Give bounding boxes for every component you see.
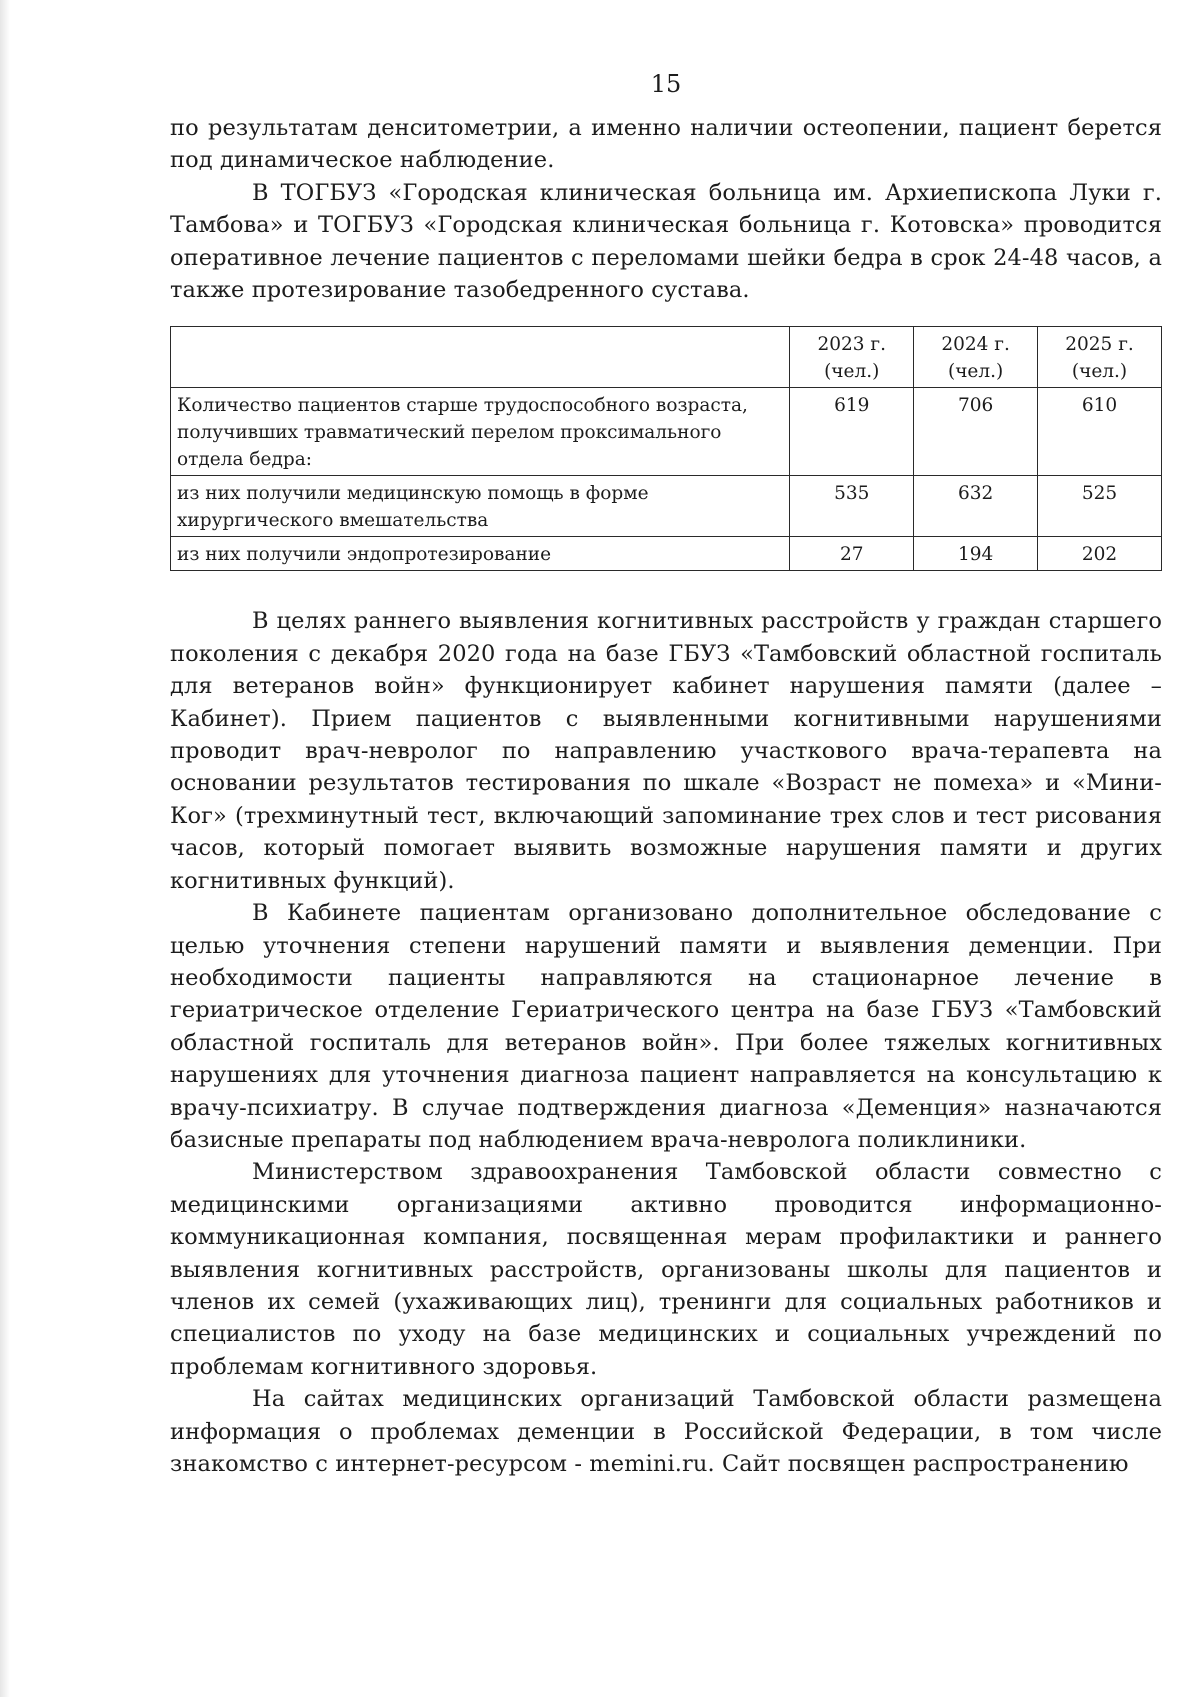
table-header-row <box>171 327 1162 388</box>
header-year: 2025 г. <box>1065 334 1134 356</box>
table-header-empty <box>171 327 790 388</box>
paragraph-clinic-examination: В Кабинете пациентам организовано дополнительное обследование с целью уточнения степени нарушений памяти и выявления деменции. При необходимости пациенты направляются на стационарное лечение в гериатрическое отделение Гериатрического центра на базе ГБУЗ «Тамбовский областной госпиталь для ветеранов войн». При более тяжелых когнитивных нарушениях для уточнения диагноза пациент направляется на консультацию к врачу-психиатру. В случае подтверждения диагноза «Деменция» назначаются базисные препараты под наблюдением врача-невролога поликлиники. <box>170 900 1162 1153</box>
cell-2023: 535 <box>790 476 914 537</box>
row-label: Количество пациентов старше трудоспособного возраста, получивших травматический перелом проксимального отдела бедра: <box>171 388 790 476</box>
cell-2025: 610 <box>1038 388 1162 476</box>
table-header-2025 <box>1038 327 1162 388</box>
row-label: из них получили медицинскую помощь в форме хирургического вмешательства <box>171 476 790 537</box>
table-header-2024 <box>914 327 1038 388</box>
cell-2024: 194 <box>914 537 1038 571</box>
cell-2024: 706 <box>914 388 1038 476</box>
row-label: из них получили эндопротезирование <box>171 537 790 571</box>
header-unit: (чел.) <box>1071 361 1128 383</box>
header-unit: (чел.) <box>824 361 880 383</box>
header-unit: (чел.) <box>947 361 1004 383</box>
document-page <box>170 70 1162 1480</box>
cell-2025: 525 <box>1038 476 1162 537</box>
cell-2024: 632 <box>914 476 1038 537</box>
paragraph-hip-fracture-surgery: В ТОГБУЗ «Городская клиническая больница им. Архиепископа Луки г. Тамбова» и ТОГБУЗ «Городская клиническая больница г. Котовска» проводится оперативное лечение пациентов с переломами шейки бедра в срок 24-48 часов, а также протезирование тазобедренного сустава. <box>170 179 1162 304</box>
page-number: 15 <box>650 70 682 98</box>
paragraph-information-campaign: Министерством здравоохранения Тамбовской области совместно с медицинскими организациями активно проводится информационно-коммуникационная компания, посвященная мерам профилактики и раннего выявления когнитивных расстройств, организованы школы для пациентов и членов их семей (ухаживающих лиц), тренинги для социальных работников и специалистов по уходу на базе медицинских и социальных учреждений по проблемам когнитивного здоровья. <box>170 1159 1162 1380</box>
paragraph-websites: На сайтах медицинских организаций Тамбовской области размещена информация о проблемах деменции в Российской Федерации, в том числе знакомство с интернет-ресурсом - memini.ru. Сайт посвящен распространению <box>170 1386 1162 1477</box>
table-row <box>171 537 1162 571</box>
table-row <box>171 388 1162 476</box>
hip-fracture-statistics-table <box>170 326 1162 571</box>
paragraph-densitometry: по результатам денситометрии, а именно наличии остеопении, пациент берется под динамическое наблюдение. <box>170 115 1162 174</box>
header-year: 2024 г. <box>941 334 1010 356</box>
cell-2023: 619 <box>790 388 914 476</box>
paragraph-memory-clinic: В целях раннего выявления когнитивных расстройств у граждан старшего поколения с декабря 2020 года на базе ГБУЗ «Тамбовский областной госпиталь для ветеранов войн» функционирует кабинет нарушения памяти (далее – Кабинет). Прием пациентов с выявленными когнитивными нарушениями проводит врач-невролог по направлению участкового врача-терапевта на основании результатов тестирования по шкале «Возраст не помеха» и «Мини-Ког» (трехминутный тест, включающий запоминание трех слов и тест рисования часов, который помогает выявить возможные нарушения памяти и других когнитивных функций). <box>170 608 1162 894</box>
cell-2025: 202 <box>1038 537 1162 571</box>
cell-2023: 27 <box>790 537 914 571</box>
header-year: 2023 г. <box>817 334 886 356</box>
table-row <box>171 476 1162 537</box>
table-header-2023 <box>790 327 914 388</box>
scan-edge-shadow <box>0 0 10 1697</box>
